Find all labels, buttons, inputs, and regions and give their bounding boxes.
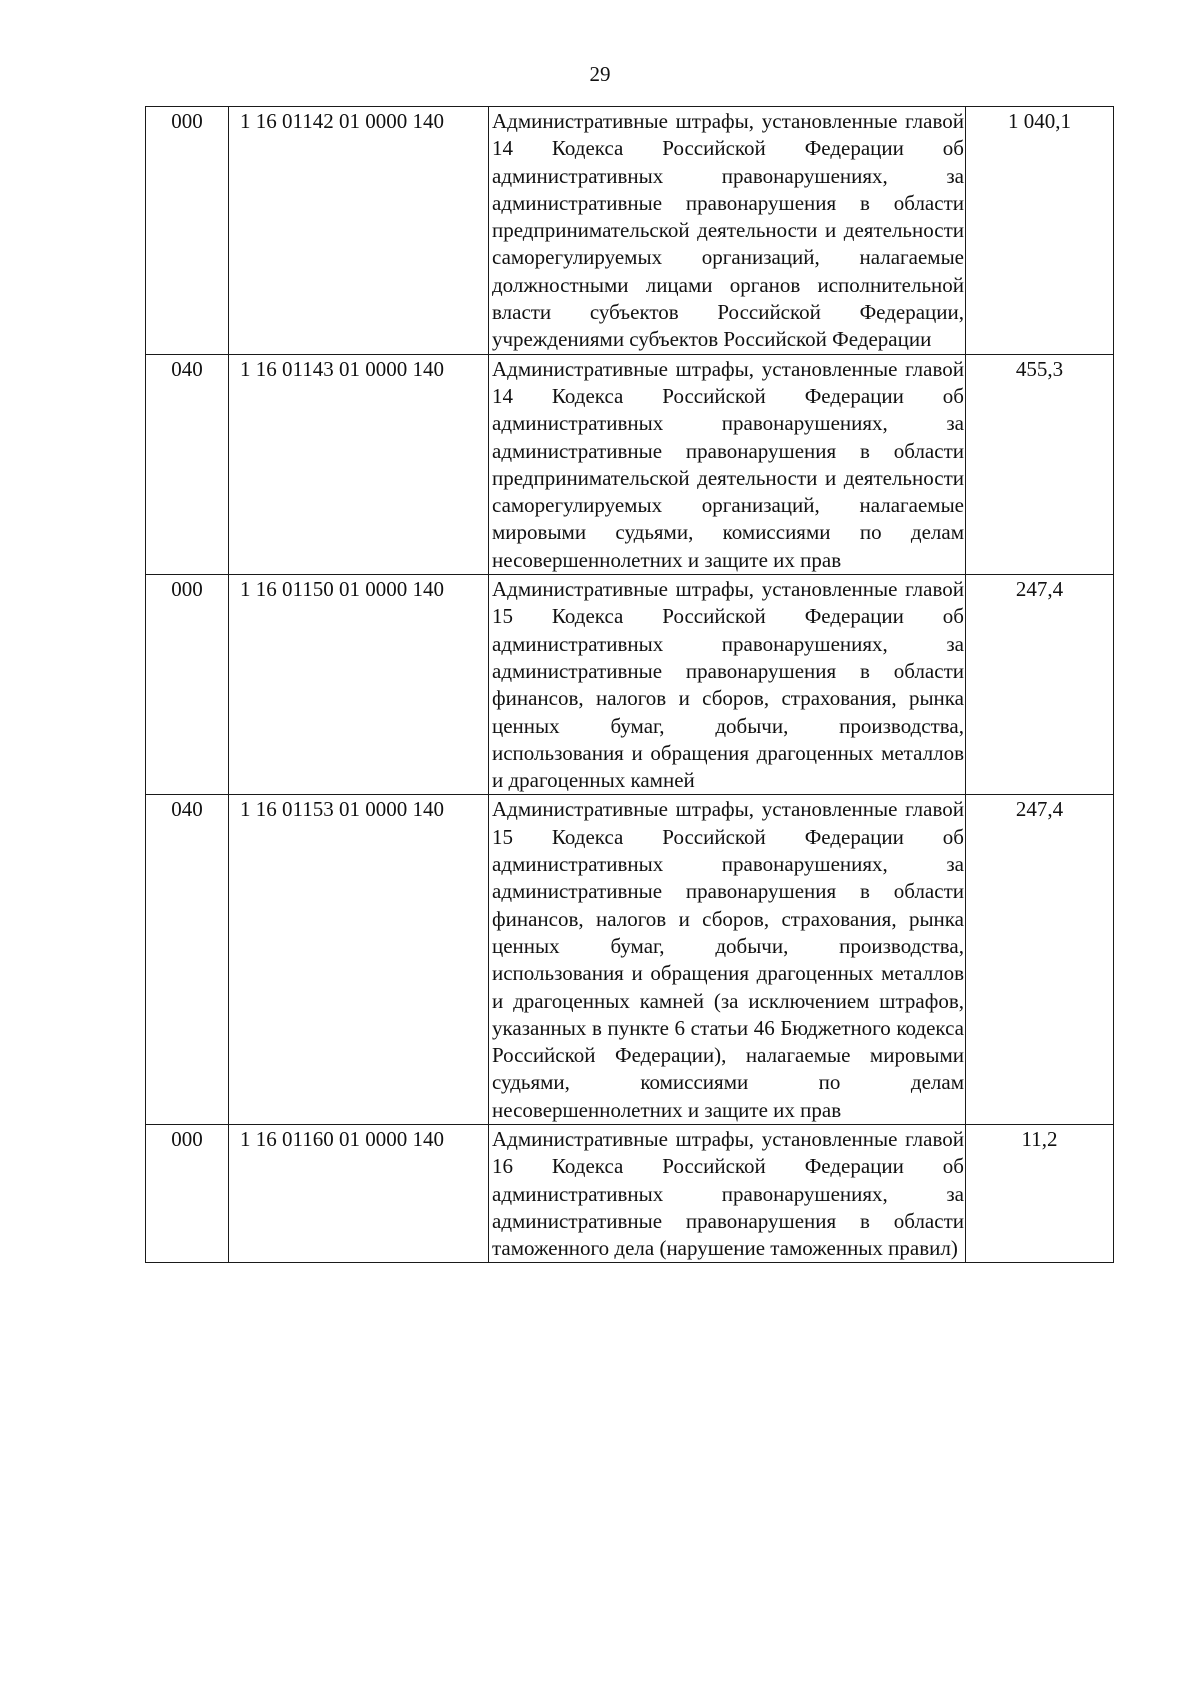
admin-code-cell: 040 [146, 795, 229, 1125]
revenue-description-cell: Административные штрафы, установленные главой 16 Кодекса Российской Федерации об административных правонарушениях, за административные правонарушения в области таможенного дела (нарушение таможенных правил) [489, 1124, 966, 1262]
admin-code-cell: 000 [146, 1124, 229, 1262]
amount-cell: 247,4 [966, 795, 1114, 1125]
revenue-description-cell: Административные штрафы, установленные главой 15 Кодекса Российской Федерации об административных правонарушениях, за административные правонарушения в области финансов, налогов и сборов, страхования, рынка ценных бумаг, добычи, производства, использования и обращения драгоценных металлов и драгоценных камней [489, 575, 966, 795]
amount-cell: 1 040,1 [966, 107, 1114, 355]
revenue-code-cell: 1 16 01153 01 0000 140 [229, 795, 489, 1125]
admin-code-cell: 000 [146, 575, 229, 795]
amount-cell: 11,2 [966, 1124, 1114, 1262]
revenue-code-cell: 1 16 01160 01 0000 140 [229, 1124, 489, 1262]
revenue-description-cell: Административные штрафы, установленные главой 15 Кодекса Российской Федерации об административных правонарушениях, за административные правонарушения в области финансов, налогов и сборов, страхования, рынка ценных бумаг, добычи, производства, использования и обращения драгоценных металлов и драгоценных камней (за исключением штрафов, указанных в пункте 6 статьи 46 Бюджетного кодекса Российской Федерации), налагаемые мировыми судьями, комиссиями по делам несовершеннолетних и защите их прав [489, 795, 966, 1125]
amount-cell: 455,3 [966, 354, 1114, 574]
revenue-code-cell: 1 16 01143 01 0000 140 [229, 354, 489, 574]
table-row [146, 1124, 1114, 1262]
revenue-code-cell: 1 16 01150 01 0000 140 [229, 575, 489, 795]
revenue-description-cell: Административные штрафы, установленные главой 14 Кодекса Российской Федерации об административных правонарушениях, за административные правонарушения в области предпринимательской деятельности и деятельности саморегулируемых организаций, налагаемые должностными лицами органов исполнительной власти субъектов Российской Федерации, учреждениями субъектов Российской Федерации [489, 107, 966, 355]
revenue-description-cell: Административные штрафы, установленные главой 14 Кодекса Российской Федерации об административных правонарушениях, за административные правонарушения в области предпринимательской деятельности и деятельности саморегулируемых организаций, налагаемые мировыми судьями, комиссиями по делам несовершеннолетних и защите их прав [489, 354, 966, 574]
admin-code-cell: 000 [146, 107, 229, 355]
admin-code-cell: 040 [146, 354, 229, 574]
budget-revenue-table [145, 106, 1114, 1263]
table-row [146, 575, 1114, 795]
revenue-code-cell: 1 16 01142 01 0000 140 [229, 107, 489, 355]
amount-cell: 247,4 [966, 575, 1114, 795]
table-row [146, 107, 1114, 355]
table-row [146, 354, 1114, 574]
table-row [146, 795, 1114, 1125]
page-number: 29 [589, 62, 611, 86]
